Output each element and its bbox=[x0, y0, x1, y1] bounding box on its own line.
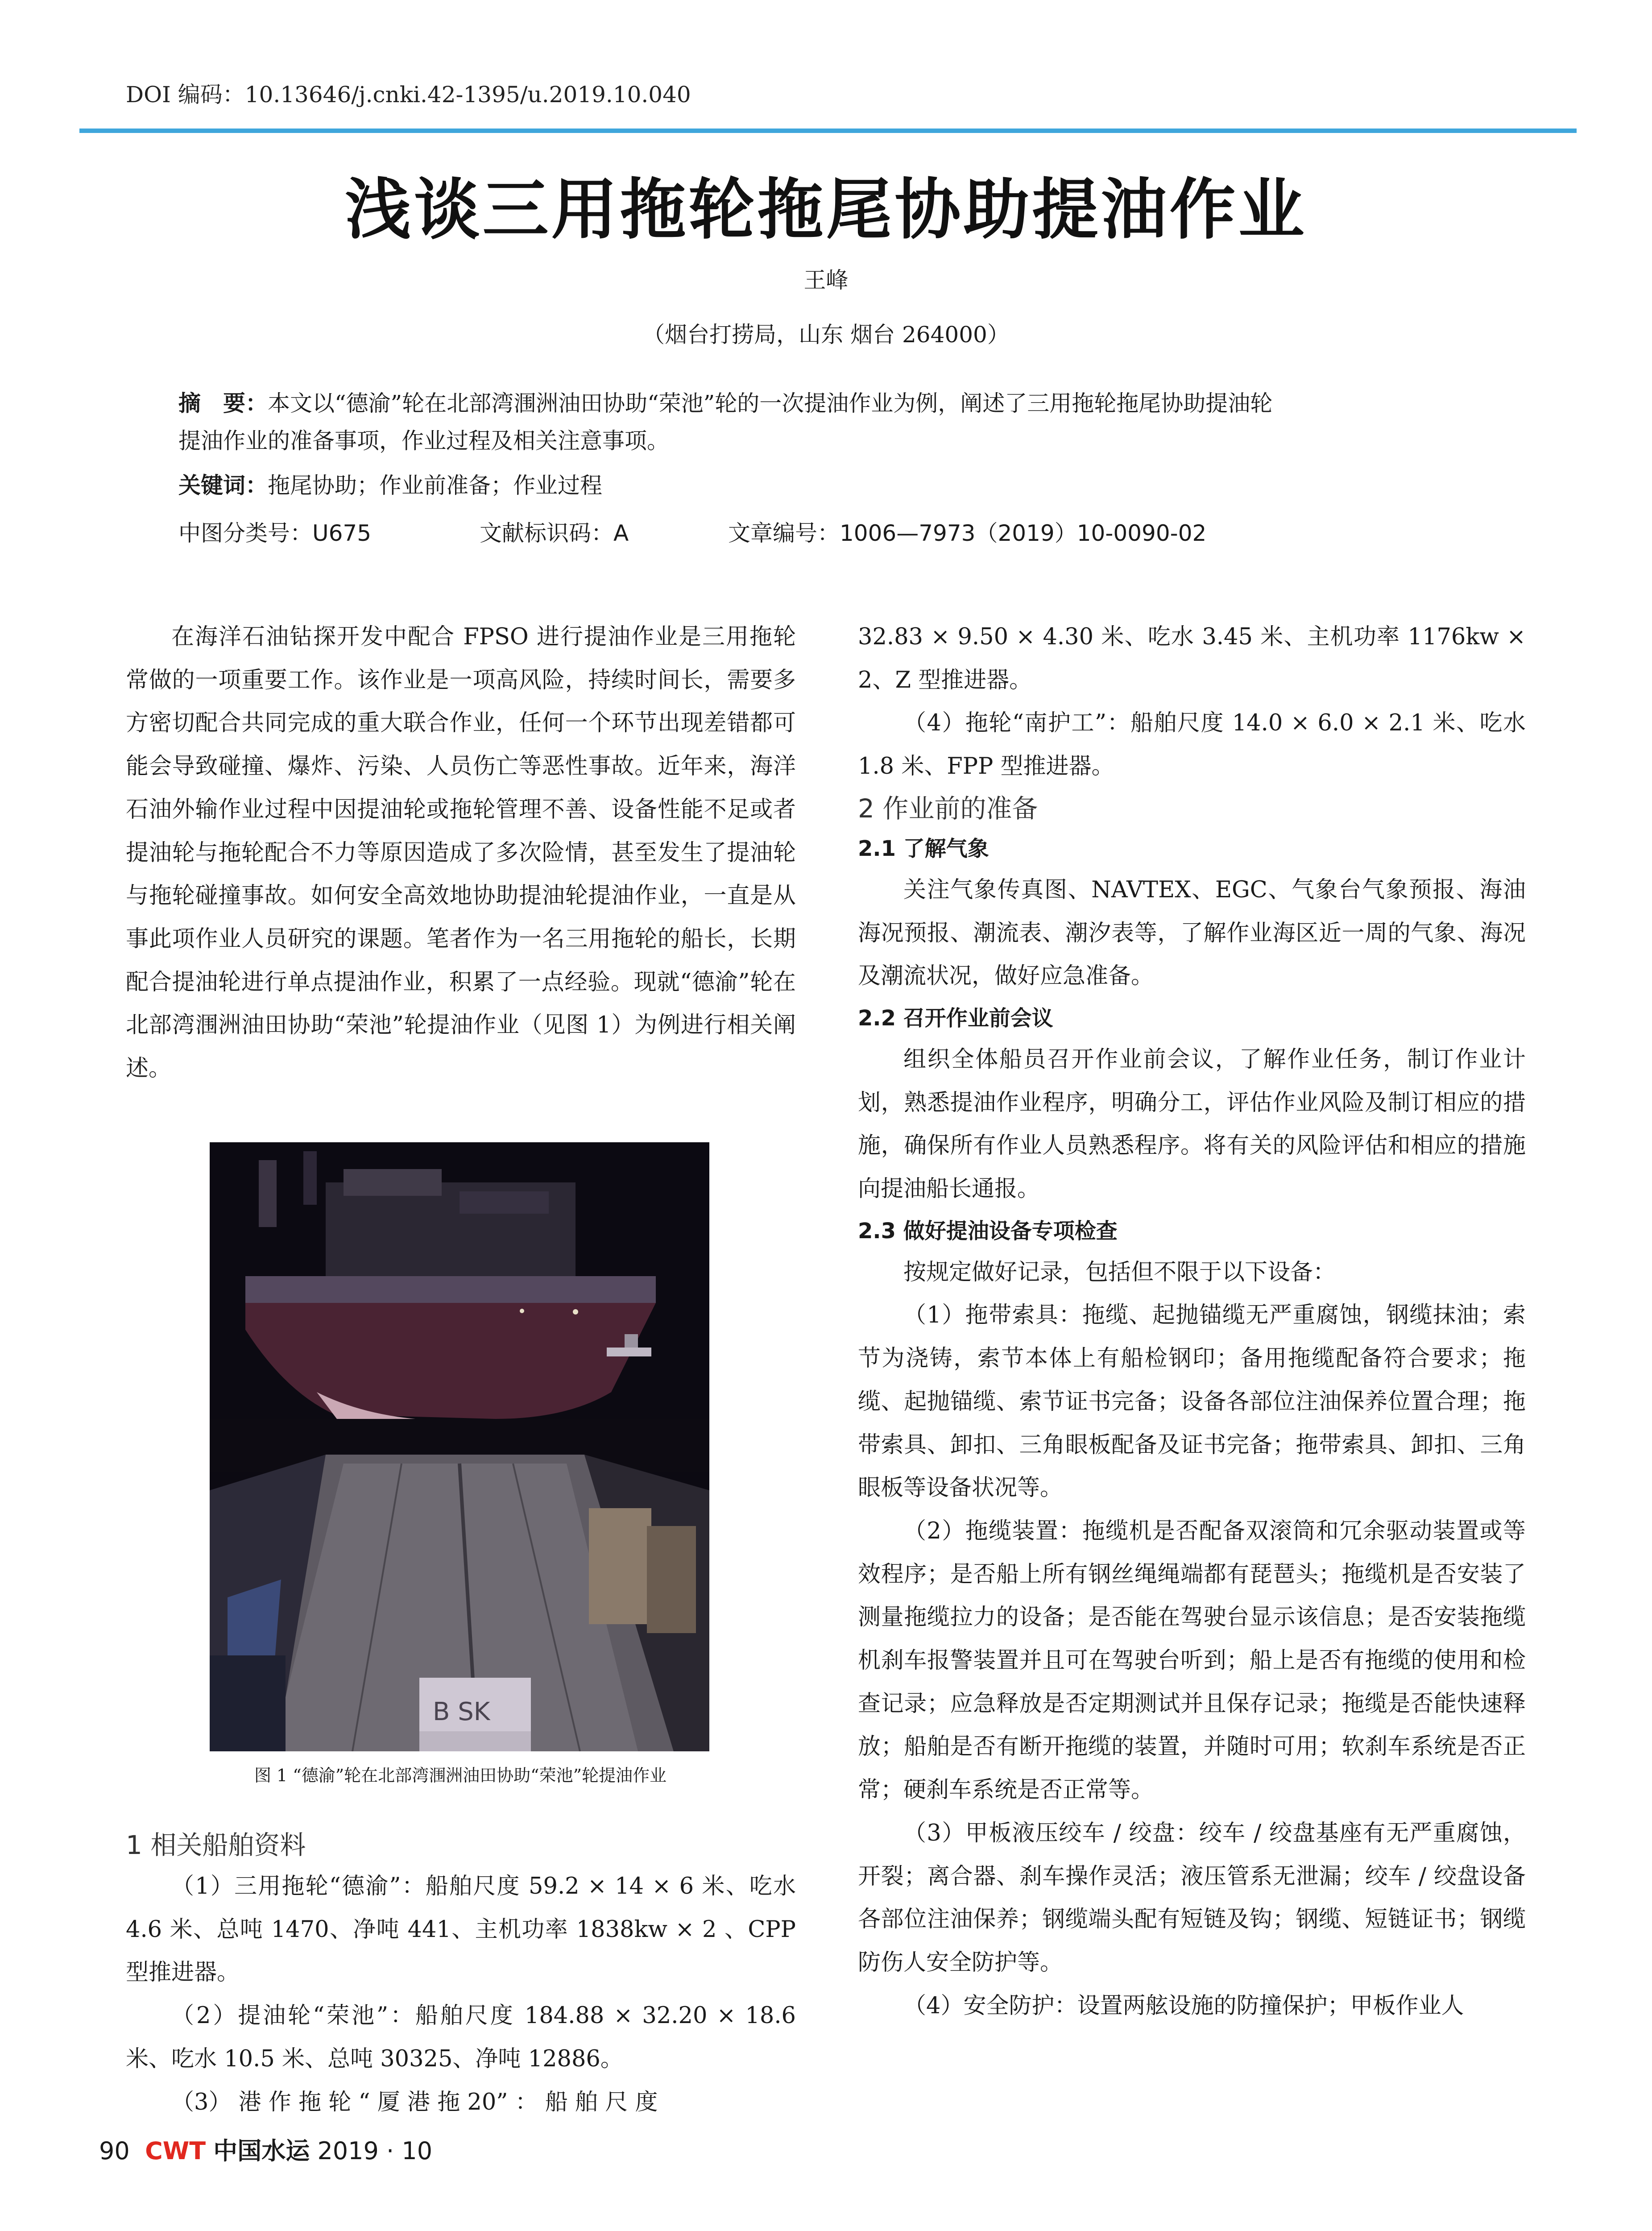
section-2-2-heading: 2.2 召开作业前会议 bbox=[858, 1005, 1053, 1031]
ship-4-paragraph: （4）拖轮“南护工”：船舶尺度 14.0 × 6.0 × 2.1 米、吃水 1.8 米、FPP 型推进器。 bbox=[858, 710, 1526, 780]
abstract-line-2: 提油作业的准备事项，作业过程及相关注意事项。 bbox=[178, 428, 669, 454]
equipment-4-paragraph: （4）安全防护：设置两舷设施的防撞保护；甲板作业人 bbox=[903, 1992, 1464, 2019]
section-2-1-text: 关注气象传真图、NAVTEX、EGC、气象台气象预报、海油海况预报、潮流表、潮汐表等，了解作业海区近一周的气象、海况及潮流状况，做好应急准备。 bbox=[858, 876, 1526, 990]
night-deck-photo bbox=[210, 1142, 709, 1751]
journal-abbreviation: CWT bbox=[145, 2137, 206, 2165]
equipment-3-paragraph: （3）甲板液压绞车 / 绞盘：绞车 / 绞盘基座有无严重腐蚀，开裂；离合器、刹车操作灵活；液压管系无泄漏；绞车 / 绞盘设备各部位注油保养；钢缆端头配有短链及钩；钢缆、短链证书；钢缆防伤人安全防护等。 bbox=[858, 1820, 1526, 1976]
section-1-heading: 1 相关船舶资料 bbox=[126, 1830, 306, 1860]
section-2-heading: 2 作业前的准备 bbox=[858, 793, 1038, 824]
right-column bbox=[858, 616, 1526, 2028]
issue-number: 2019 · 10 bbox=[317, 2137, 433, 2165]
ship-2-paragraph: （2）提油轮“荣池”：船舶尺度 184.88 × 32.20 × 18.6 米、吃水 10.5 米、总吨 30325、净吨 12886。 bbox=[126, 2003, 796, 2072]
figure-photo bbox=[210, 1142, 709, 1751]
section-2-3-heading: 2.3 做好提油设备专项检查 bbox=[858, 1218, 1118, 1244]
keywords-text: 拖尾协助；作业前准备；作业过程 bbox=[268, 473, 602, 498]
keywords bbox=[178, 467, 1490, 504]
ship-3-continued: 32.83 × 9.50 × 4.30 米、吃水 3.45 米、主机功率 1176kw × 2、Z 型推进器。 bbox=[858, 624, 1526, 693]
page-number: 90 bbox=[99, 2137, 130, 2165]
affiliation: （烟台打捞局，山东 烟台 264000） bbox=[642, 322, 1010, 348]
article-number: 文章编号：1006—7973（2019）10-0090-02 bbox=[728, 520, 1207, 546]
journal-name: 中国水运 bbox=[213, 2136, 310, 2165]
left-column bbox=[126, 616, 796, 1091]
header-rule bbox=[79, 129, 1577, 133]
abstract bbox=[178, 385, 1490, 460]
author-name: 王峰 bbox=[803, 267, 849, 293]
equipment-2-paragraph: （2）拖缆装置：拖缆机是否配备双滚筒和冗余驱动装置或等效程序；是否船上所有钢丝绳绳端都有琵琶头；拖缆机是否安装了测量拖缆拉力的设备；是否能在驾驶台显示该信息；是否安装拖缆机刹车报警装置并且可在驾驶台听到；船上是否有拖缆的使用和检查记录；应急释放是否定期测试并且保存记录；拖缆是否能快速释放；船舶是否有断开拖缆的装置，并随时可用；软刹车系统是否正常；硬刹车系统是否正常等。 bbox=[858, 1518, 1526, 1804]
page-footer bbox=[99, 2132, 432, 2166]
doi-line: DOI 编码：10.13646/j.cnki.42-1395/u.2019.10.040 bbox=[126, 82, 691, 108]
clc-number: 中图分类号：U675 bbox=[178, 520, 372, 546]
left-column-lower bbox=[126, 1825, 796, 2124]
ship-3-paragraph: （3） 港 作 拖 轮 “ 厦 港 拖 20” ： 船 舶 尺 度 bbox=[171, 2089, 658, 2115]
section-2-3-text: 按规定做好记录，包括但不限于以下设备： bbox=[903, 1259, 1336, 1286]
section-2-1-heading: 2.1 了解气象 bbox=[858, 836, 989, 861]
figure-caption: 图 1 “德渝”轮在北部湾涠洲油田协助“荣池”轮提油作业 bbox=[254, 1766, 667, 1785]
equipment-1-paragraph: （1）拖带索具：拖缆、起抛锚缆无严重腐蚀，钢缆抹油；索节为浇铸，索节本体上有船检钢印；备用拖缆配备符合要求；拖缆、起抛锚缆、索节证书完备；设备各部位注油保养位置合理；拖带索具、卸扣、三角眼板配备及证书完备；拖带索具、卸扣、三角眼板等设备状况等。 bbox=[858, 1302, 1526, 1501]
abstract-line-1: 本文以“德渝”轮在北部湾涠洲油田协助“荣池”轮的一次提油作业为例，阐述了三用拖轮拖尾协助提油轮 bbox=[268, 390, 1273, 416]
document-code: 文献标识码：A bbox=[480, 520, 629, 546]
keywords-label: 关键词： bbox=[178, 473, 268, 498]
article-title: 浅谈三用拖轮拖尾协助提油作业 bbox=[345, 170, 1307, 248]
section-2-2-text: 组织全体船员召开作业前会议，了解作业任务，制订作业计划，熟悉提油作业程序，明确分工，评估作业风险及制订相应的措施，确保所有作业人员熟悉程序。将有关的风险评估和相应的措施向提油船长通报。 bbox=[858, 1046, 1526, 1203]
intro-paragraph: 在海洋石油钻探开发中配合 FPSO 进行提油作业是三用拖轮常做的一项重要工作。该作业是一项高风险，持续时间长，需要多方密切配合共同完成的重大联合作业，任何一个环节出现差错都可能会导致碰撞、爆炸、污染、人员伤亡等恶性事故。近年来，海洋石油外输作业过程中因提油轮或拖轮管理不善、设备性能不足或者提油轮与拖轮配合不力等原因造成了多次险情，甚至发生了提油轮与拖轮碰撞事故。如何安全高效地协助提油轮提油作业，一直是从事此项作业人员研究的课题。笔者作为一名三用拖轮的船长，长期配合提油轮进行单点提油作业，积累了一点经验。现就“德渝”轮在北部湾涠洲油田协助“荣池”轮提油作业（见图 1）为例进行相关阐述。 bbox=[126, 624, 796, 1082]
ship-1-paragraph: （1）三用拖轮“德渝”：船舶尺度 59.2 × 14 × 6 米、吃水 4.6 米、总吨 1470、净吨 441、主机功率 1838kw × 2 、CPP 型推进器。 bbox=[126, 1873, 796, 1986]
abstract-label: 摘 要： bbox=[178, 390, 268, 416]
deck-marking-text: B SK bbox=[433, 1697, 490, 1726]
